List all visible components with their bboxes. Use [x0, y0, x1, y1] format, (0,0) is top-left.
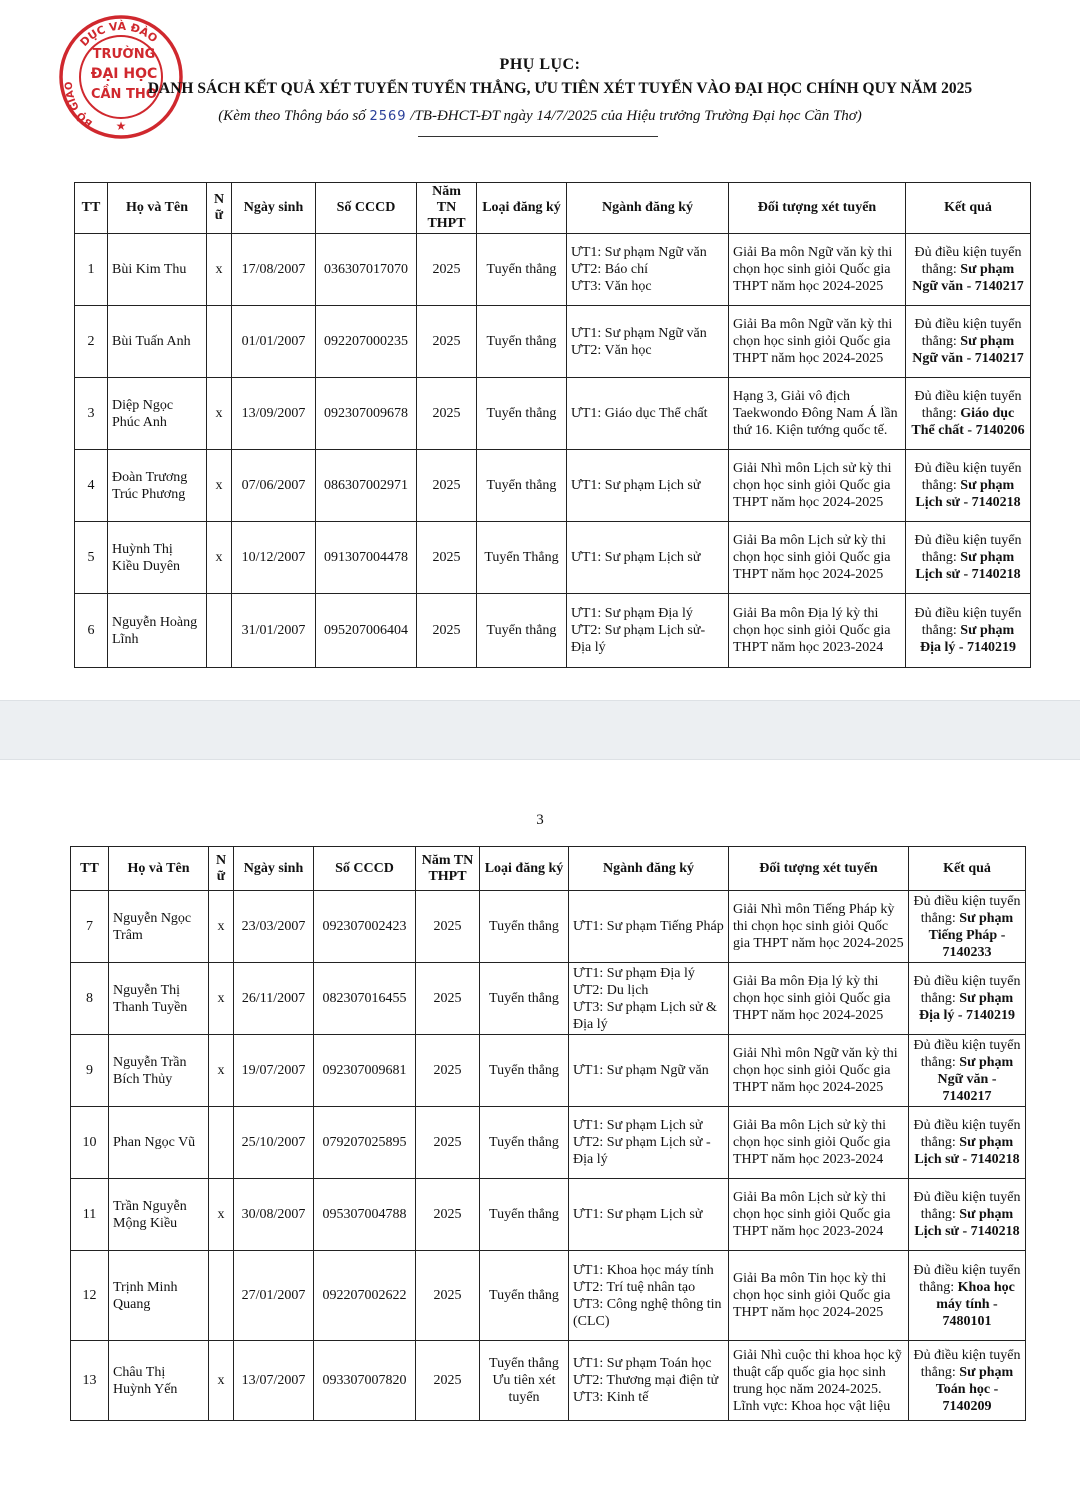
student-name: Huỳnh Thị Kiều Duyên	[108, 522, 207, 594]
admission-criteria: Giải Ba môn Địa lý kỳ thi chọn học sinh giỏi Quốc gia THPT năm học 2024-2025	[729, 963, 909, 1035]
citizen-id: 092307002423	[314, 891, 416, 963]
female-mark: x	[207, 378, 232, 450]
registered-majors: ƯT1: Sư phạm Địa lý ƯT2: Du lịch ƯT3: Sư phạm Lịch sử & Địa lý	[569, 963, 729, 1035]
graduation-year: 2025	[417, 450, 477, 522]
result-major-code: Sư phạm Lịch sử - 7140218	[914, 1135, 1020, 1167]
student-name: Trịnh Minh Quang	[109, 1251, 209, 1341]
admission-result	[906, 306, 1031, 378]
col-tt: TT	[71, 847, 109, 891]
student-name: Phan Ngọc Vũ	[109, 1107, 209, 1179]
result-status: Đủ điều kiện tuyển thẳng:	[913, 893, 1021, 926]
result-major-code: Sư phạm Lịch sử - 7140218	[915, 478, 1021, 510]
page-separator	[0, 700, 1080, 760]
graduation-year: 2025	[417, 378, 477, 450]
svg-text:CẦN THƠ: CẦN THƠ	[90, 87, 158, 102]
note-suffix: /TB-ĐHCT-ĐT ngày 14/7/2025 của Hiệu trưởng Trường Đại học Cần Thơ)	[406, 108, 862, 124]
admission-criteria: Giải Nhì môn Ngữ văn kỳ thi chọn học sinh giỏi Quốc gia THPT năm học 2024-2025	[729, 1035, 909, 1107]
date-of-birth: 27/01/2007	[234, 1251, 314, 1341]
col-tt: TT	[75, 183, 108, 234]
admission-result	[906, 522, 1031, 594]
registration-type: Tuyển thẳng	[477, 306, 567, 378]
female-mark	[209, 1107, 234, 1179]
table-row	[71, 1107, 1026, 1179]
row-number: 4	[75, 450, 108, 522]
admission-criteria: Giải Ba môn Lịch sử kỳ thi chọn học sinh giỏi Quốc gia THPT năm học 2023-2024	[729, 1179, 909, 1251]
citizen-id: 092307009678	[316, 378, 417, 450]
col-name: Họ và Tên	[108, 183, 207, 234]
note-prefix: (Kèm theo Thông báo số	[218, 108, 370, 124]
graduation-year: 2025	[416, 1107, 480, 1179]
result-status: Đủ điều kiện tuyển thẳng:	[913, 1118, 1021, 1150]
col-type: Loại đăng ký	[480, 847, 569, 891]
svg-text:ĐẠI HỌC: ĐẠI HỌC	[90, 66, 158, 82]
citizen-id: 093307007820	[314, 1341, 416, 1421]
citizen-id: 092207002622	[314, 1251, 416, 1341]
registered-majors: ƯT1: Sư phạm Tiếng Pháp	[569, 891, 729, 963]
registration-type: Tuyển thẳng Ưu tiên xét tuyển	[480, 1341, 569, 1421]
admission-result	[909, 1179, 1026, 1251]
graduation-year: 2025	[416, 963, 480, 1035]
graduation-year: 2025	[417, 522, 477, 594]
admission-criteria: Giải Ba môn Lịch sử kỳ thi chọn học sinh giỏi Quốc gia THPT năm học 2023-2024	[729, 1107, 909, 1179]
row-number: 8	[71, 963, 109, 1035]
col-id: Số CCCD	[314, 847, 416, 891]
date-of-birth: 23/03/2007	[234, 891, 314, 963]
svg-text:DỤC VÀ ĐÀO: DỤC VÀ ĐÀO	[77, 19, 160, 50]
admission-result	[909, 891, 1026, 963]
col-dob: Ngày sinh	[232, 183, 316, 234]
result-status: Đủ điều kiện tuyển thẳng:	[913, 1037, 1021, 1070]
svg-text:TRƯỜNG: TRƯỜNG	[92, 47, 156, 62]
female-mark: x	[209, 1341, 234, 1421]
result-major-code: Sư phạm Ngữ văn - 7140217	[912, 334, 1024, 366]
admission-result	[906, 234, 1031, 306]
table-row	[71, 1251, 1026, 1341]
registration-type: Tuyển thẳng	[477, 378, 567, 450]
registration-type: Tuyển thẳng	[477, 234, 567, 306]
result-status: Đủ điều kiện tuyển thẳng:	[914, 606, 1022, 638]
results-table-page-1	[74, 182, 1031, 668]
col-name: Họ và Tên	[109, 847, 209, 891]
result-major-code: Sư phạm Tiếng Pháp - 7140233	[928, 910, 1014, 960]
results-table-page-2	[70, 846, 1026, 1421]
admission-result	[909, 1341, 1026, 1421]
citizen-id: 036307017070	[316, 234, 417, 306]
graduation-year: 2025	[417, 306, 477, 378]
table-row	[75, 522, 1031, 594]
table-row	[71, 1035, 1026, 1107]
row-number: 6	[75, 594, 108, 668]
table-header-row	[75, 183, 1031, 234]
student-name: Nguyễn Thị Thanh Tuyền	[109, 963, 209, 1035]
graduation-year: 2025	[416, 1251, 480, 1341]
admission-criteria: Giải Ba môn Ngữ văn kỳ thi chọn học sinh giỏi Quốc gia THPT năm học 2024-2025	[729, 234, 906, 306]
female-mark	[207, 306, 232, 378]
student-name: Nguyễn Hoàng Lĩnh	[108, 594, 207, 668]
female-mark: x	[209, 1035, 234, 1107]
document-page-1	[0, 0, 1080, 700]
table-row	[71, 963, 1026, 1035]
citizen-id: 091307004478	[316, 522, 417, 594]
admission-criteria: Giải Ba môn Địa lý kỳ thi chọn học sinh giỏi Quốc gia THPT năm học 2023-2024	[729, 594, 906, 668]
date-of-birth: 19/07/2007	[234, 1035, 314, 1107]
result-major-code: Sư phạm Ngữ văn - 7140217	[912, 262, 1024, 294]
result-status: Đủ điều kiện tuyển thẳng:	[913, 1190, 1021, 1222]
date-of-birth: 13/09/2007	[232, 378, 316, 450]
female-mark: x	[207, 450, 232, 522]
graduation-year: 2025	[417, 234, 477, 306]
admission-criteria: Giải Nhì môn Tiếng Pháp kỳ thi chọn học sinh giỏi Quốc gia THPT năm học 2024-2025	[729, 891, 909, 963]
registration-type: Tuyển Thẳng	[477, 522, 567, 594]
student-name: Châu Thị Huỳnh Yến	[109, 1341, 209, 1421]
female-mark: x	[209, 891, 234, 963]
graduation-year: 2025	[416, 1341, 480, 1421]
col-major: Ngành đăng ký	[567, 183, 729, 234]
admission-result	[906, 378, 1031, 450]
admission-result	[909, 1107, 1026, 1179]
female-mark	[207, 594, 232, 668]
date-of-birth: 13/07/2007	[234, 1341, 314, 1421]
svg-text:BỘ GIÁO: BỘ GIÁO	[63, 81, 95, 129]
date-of-birth: 01/01/2007	[232, 306, 316, 378]
registration-type: Tuyển thẳng	[480, 1179, 569, 1251]
female-mark: x	[207, 234, 232, 306]
date-of-birth: 25/10/2007	[234, 1107, 314, 1179]
result-major-code: Sư phạm Địa lý - 7140219	[918, 991, 1016, 1023]
col-female: N ữ	[209, 847, 234, 891]
table-row	[71, 1341, 1026, 1421]
registered-majors: ƯT1: Sư phạm Lịch sử	[569, 1179, 729, 1251]
page-number: 3	[536, 812, 544, 828]
date-of-birth: 17/08/2007	[232, 234, 316, 306]
citizen-id: 086307002971	[316, 450, 417, 522]
result-major-code: Sư phạm Lịch sử - 7140218	[914, 1207, 1020, 1239]
result-major-code: Sư phạm Toán học - 7140209	[935, 1364, 1014, 1414]
registered-majors: ƯT1: Sư phạm Lịch sử	[567, 450, 729, 522]
citizen-id: 092307009681	[314, 1035, 416, 1107]
registered-majors: ƯT1: Khoa học máy tính ƯT2: Trí tuệ nhân tạo ƯT3: Công nghệ thông tin (CLC)	[569, 1251, 729, 1341]
admission-criteria: Giải Ba môn Lịch sử kỳ thi chọn học sinh giỏi Quốc gia THPT năm học 2024-2025	[729, 522, 906, 594]
result-status: Đủ điều kiện tuyển thẳng:	[913, 974, 1021, 1006]
col-type: Loại đăng ký	[477, 183, 567, 234]
table-row	[75, 450, 1031, 522]
row-number: 3	[75, 378, 108, 450]
registered-majors: ƯT1: Sư phạm Địa lý ƯT2: Sư phạm Lịch sử-Địa lý	[567, 594, 729, 668]
student-name: Diệp Ngọc Phúc Anh	[108, 378, 207, 450]
registered-majors: ƯT1: Sư phạm Ngữ văn ƯT2: Báo chí ƯT3: Văn học	[567, 234, 729, 306]
col-dob: Ngày sinh	[234, 847, 314, 891]
registered-majors: ƯT1: Sư phạm Ngữ văn ƯT2: Văn học	[567, 306, 729, 378]
registered-majors: ƯT1: Sư phạm Lịch sử	[567, 522, 729, 594]
col-result: Kết quả	[906, 183, 1031, 234]
registration-type: Tuyển thẳng	[480, 1107, 569, 1179]
citizen-id: 092207000235	[316, 306, 417, 378]
registration-type: Tuyển thẳng	[480, 963, 569, 1035]
col-criteria: Đối tượng xét tuyển	[729, 183, 906, 234]
col-major: Ngành đăng ký	[569, 847, 729, 891]
registration-type: Tuyển thẳng	[480, 1251, 569, 1341]
admission-criteria: Giải Ba môn Ngữ văn kỳ thi chọn học sinh giỏi Quốc gia THPT năm học 2024-2025	[729, 306, 906, 378]
row-number: 5	[75, 522, 108, 594]
citizen-id: 095207006404	[316, 594, 417, 668]
registration-type: Tuyển thẳng	[477, 450, 567, 522]
col-year: Năm TN THPT	[417, 183, 477, 234]
col-year: Năm TN THPT	[416, 847, 480, 891]
result-status: Đủ điều kiện tuyển thẳng:	[914, 533, 1022, 565]
admission-result	[909, 1251, 1026, 1341]
graduation-year: 2025	[416, 1179, 480, 1251]
table-row	[71, 1179, 1026, 1251]
registered-majors: ƯT1: Sư phạm Lịch sử ƯT2: Sư phạm Lịch sử - Địa lý	[569, 1107, 729, 1179]
reference-note	[160, 108, 920, 125]
graduation-year: 2025	[416, 1035, 480, 1107]
table-row	[75, 306, 1031, 378]
row-number: 2	[75, 306, 108, 378]
date-of-birth: 30/08/2007	[234, 1179, 314, 1251]
date-of-birth: 26/11/2007	[234, 963, 314, 1035]
registered-majors: ƯT1: Sư phạm Toán học ƯT2: Thương mại điện tử ƯT3: Kinh tế	[569, 1341, 729, 1421]
result-major-code: Sư phạm Địa lý - 7140219	[919, 623, 1017, 655]
result-status: Đủ điều kiện tuyển thẳng:	[913, 1347, 1021, 1380]
date-of-birth: 07/06/2007	[232, 450, 316, 522]
student-name: Nguyễn Ngọc Trâm	[109, 891, 209, 963]
result-status: Đủ điều kiện tuyển thẳng:	[914, 317, 1022, 349]
registered-majors: ƯT1: Sư phạm Ngữ văn	[569, 1035, 729, 1107]
col-result: Kết quả	[909, 847, 1026, 891]
graduation-year: 2025	[416, 891, 480, 963]
registration-type: Tuyển thẳng	[480, 1035, 569, 1107]
result-major-code: Giáo dục Thể chất - 7140206	[911, 406, 1025, 438]
admission-result	[906, 450, 1031, 522]
row-number: 9	[71, 1035, 109, 1107]
female-mark: x	[207, 522, 232, 594]
student-name: Đoàn Trương Trúc Phương	[108, 450, 207, 522]
female-mark	[209, 1251, 234, 1341]
table-row	[75, 378, 1031, 450]
result-status: Đủ điều kiện tuyển thẳng:	[914, 461, 1022, 493]
student-name: Nguyễn Trần Bích Thủy	[109, 1035, 209, 1107]
admission-criteria: Giải Nhì môn Lịch sử kỳ thi chọn học sinh giỏi Quốc gia THPT năm học 2024-2025	[729, 450, 906, 522]
row-number: 13	[71, 1341, 109, 1421]
admission-result	[909, 1035, 1026, 1107]
table-row	[75, 234, 1031, 306]
female-mark: x	[209, 1179, 234, 1251]
table-header-row	[71, 847, 1026, 891]
result-major-code: Sư phạm Lịch sử - 7140218	[915, 550, 1021, 582]
result-status: Đủ điều kiện tuyển thẳng:	[914, 245, 1022, 277]
row-number: 1	[75, 234, 108, 306]
registration-type: Tuyển thẳng	[480, 891, 569, 963]
citizen-id: 095307004788	[314, 1179, 416, 1251]
admission-result	[909, 963, 1026, 1035]
student-name: Bùi Kim Thu	[108, 234, 207, 306]
admission-criteria: Giải Ba môn Tin học kỳ thi chọn học sinh giỏi Quốc gia THPT năm học 2024-2025	[729, 1251, 909, 1341]
table-row	[71, 891, 1026, 963]
registered-majors: ƯT1: Giáo dục Thể chất	[567, 378, 729, 450]
registration-type: Tuyển thẳng	[477, 594, 567, 668]
handwritten-number: 2569	[369, 109, 407, 124]
col-female: N ữ	[207, 183, 232, 234]
document-heading: DANH SÁCH KẾT QUẢ XÉT TUYỂN TUYỂN THẲNG, ƯU TIÊN XÉT TUYỂN VÀO ĐẠI HỌC CHÍNH QUY NĂM 2025	[147, 80, 973, 97]
result-status: Đủ điều kiện tuyển thẳng:	[914, 389, 1022, 421]
citizen-id: 079207025895	[314, 1107, 416, 1179]
student-name: Trần Nguyễn Mộng Kiều	[109, 1179, 209, 1251]
table-row	[75, 594, 1031, 668]
citizen-id: 082307016455	[314, 963, 416, 1035]
col-criteria: Đối tượng xét tuyển	[729, 847, 909, 891]
row-number: 11	[71, 1179, 109, 1251]
result-major-code: Sư phạm Ngữ văn - 7140217	[937, 1054, 1014, 1104]
row-number: 7	[71, 891, 109, 963]
row-number: 12	[71, 1251, 109, 1341]
col-id: Số CCCD	[316, 183, 417, 234]
row-number: 10	[71, 1107, 109, 1179]
date-of-birth: 10/12/2007	[232, 522, 316, 594]
appendix-title: PHỤ LỤC:	[499, 56, 581, 73]
heading-underline	[418, 136, 658, 137]
female-mark: x	[209, 963, 234, 1035]
svg-text:★: ★	[115, 119, 127, 133]
student-name: Bùi Tuấn Anh	[108, 306, 207, 378]
result-status: Đủ điều kiện tuyển thẳng:	[913, 1262, 1021, 1295]
admission-criteria: Giải Nhì cuộc thi khoa học kỹ thuật cấp quốc gia học sinh trung học năm 2024-2025. Lĩnh vực: Khoa học vật liệu	[729, 1341, 909, 1421]
admission-criteria: Hạng 3, Giải vô địch Taekwondo Đông Nam Á lần thứ 16. Kiện tướng quốc tế.	[729, 378, 906, 450]
document-page-2	[0, 760, 1080, 1488]
graduation-year: 2025	[417, 594, 477, 668]
admission-result	[906, 594, 1031, 668]
result-major-code: Khoa học máy tính - 7480101	[936, 1279, 1015, 1329]
date-of-birth: 31/01/2007	[232, 594, 316, 668]
